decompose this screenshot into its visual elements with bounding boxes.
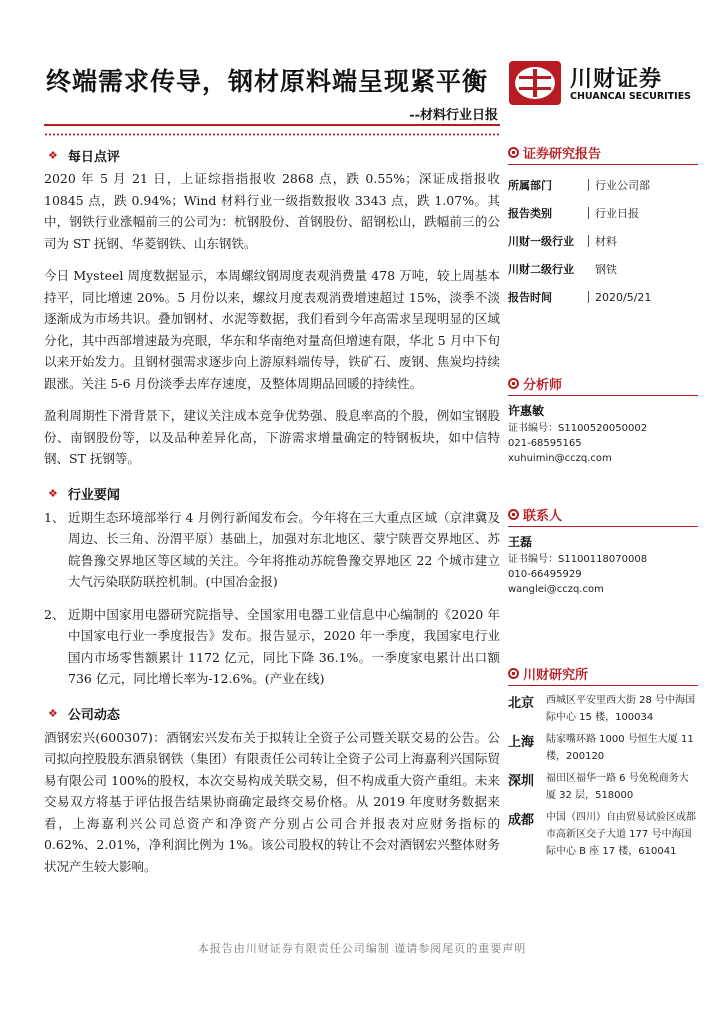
office-city: 成都 xyxy=(508,813,535,828)
info-label: 报告类别 xyxy=(508,207,552,220)
office-item xyxy=(508,809,698,860)
sidebar-title: 证券研究报告 xyxy=(523,146,602,162)
company-logo xyxy=(508,58,692,108)
sidebar-title: 联系人 xyxy=(523,508,563,524)
section-marker-icon xyxy=(508,668,519,679)
section-marker-icon xyxy=(508,509,519,520)
info-value: 行业日报 xyxy=(595,207,639,220)
office-item xyxy=(508,731,698,765)
chuancai-logo-icon xyxy=(508,60,562,106)
office-city: 上海 xyxy=(508,735,535,750)
info-label: 川财二级行业 xyxy=(508,263,574,276)
office-item xyxy=(508,770,698,804)
info-value: 行业公司部 xyxy=(595,179,650,192)
info-label: 报告时间 xyxy=(508,291,552,304)
contact-header xyxy=(508,502,698,527)
news-item xyxy=(44,507,500,593)
news-number: 2、 xyxy=(44,606,65,622)
info-row xyxy=(508,171,698,199)
info-separator xyxy=(588,179,589,191)
section-daily-header xyxy=(44,142,500,168)
sidebar-title: 分析师 xyxy=(523,377,563,393)
report-subtitle: --材料行业日报 xyxy=(409,108,498,123)
info-separator xyxy=(588,235,589,247)
analyst-name: 许惠敏 xyxy=(508,404,545,418)
section-marker-icon xyxy=(508,378,519,389)
contact-email[interactable]: wanglei@cczq.com xyxy=(508,584,604,595)
office-city: 北京 xyxy=(508,696,535,711)
contact-phone: 010-66495929 xyxy=(508,569,582,580)
info-separator xyxy=(588,207,589,219)
daily-paragraph: 盈利周期性下滑背景下，建议关注成本竞争优势强、股息率高的个股，例如宝钢股份、南钢股份等，以及品种差异化高，下游需求增量确定的特钢板块，如中信特钢、ST 抚钢等。 xyxy=(44,408,500,466)
office-item xyxy=(508,692,698,726)
office-address: 中国（四川）自由贸易试验区成都市高新区交子大道 177 号中海国际中心 B 座 17 楼，610041 xyxy=(546,812,696,857)
info-value: 材料 xyxy=(595,235,617,248)
institute-header xyxy=(508,661,698,686)
news-text: 近期中国家用电器研究院指导、全国家用电器工业信息中心编制的《2020 年中国家电行业一季度报告》发布。报告显示，2020 年一季度，我国家电行业国内市场零售额累计 1172 亿元，同比下降 36.1%。一季度家电累计出口额 736 亿元，同比增长率为-12.6%。(产业在线) xyxy=(68,606,500,686)
daily-paragraph: 2020 年 5 月 21 日，上证综指指报收 2868 点，跌 0.55%；深证成指报收 10845 点，跌 0.94%；Wind 材料行业一级指数报收 3343 点，跌 1.07%。其中，钢铁行业涨幅前三的公司为：杭钢股份、首钢股份、韶钢松山，跌幅前三的公司为 ST 抚钢、华菱钢铁、山东钢铁。 xyxy=(44,171,500,251)
info-label: 所属部门 xyxy=(508,179,552,192)
news-number: 1、 xyxy=(44,509,65,525)
logo-english: CHUANCAI SECURITIES xyxy=(570,91,692,102)
analyst-cert: 证书编号：S1100520050002 xyxy=(508,423,648,434)
office-address: 西城区平安里西大街 28 号中海国际中心 15 楼，100034 xyxy=(546,695,696,723)
info-separator xyxy=(588,291,589,303)
diamond-bullet-icon: ❖ xyxy=(48,487,58,500)
daily-paragraph: 今日 Mysteel 周度数据显示，本周螺纹钢周度表观消费量 478 万吨，较上周基本持平，同比增速 20%。5 月份以来，螺纹月度表观消费增速超过 15%，淡季不淡逐渐成为市场共识。叠加钢材、水泥等数据，我们看到今年高需求呈现明显的区域分化，其中西部增速最为亮眼，华东和华南绝对量高但增速有限，华北 5 月中下旬以来开始发力。且钢材强需求逐步向上游原料端传导，铁矿石、废钢、焦炭均持续跟涨。关注 5-6 月份淡季去库存速度，及整体周期品回暖的持续性。 xyxy=(44,268,500,391)
info-separator xyxy=(588,263,589,275)
section-company-header xyxy=(44,701,500,727)
sidebar xyxy=(508,140,698,865)
analyst-header xyxy=(508,371,698,396)
news-text: 近期生态环境部举行 4 月例行新闻发布会。今年将在三大重点区域（京津冀及周边、长三角、汾渭平原）基础上，加强对东北地区、蒙宁陕晋交界地区、苏皖鲁豫交界地区等区域的关注。今年将推动苏皖鲁豫交界地区 22 个城市建立大气污染联防联控机制。(中国冶金报) xyxy=(68,509,500,589)
dotted-divider xyxy=(44,133,500,136)
header-rule xyxy=(44,124,500,126)
section-marker-icon xyxy=(508,147,519,158)
news-item xyxy=(44,604,500,690)
footer-disclaimer: 本报告由川财证券有限责任公司编制 谨请参阅尾页的重要声明 xyxy=(197,942,527,955)
office-address: 陆家嘴环路 1000 号恒生大厦 11 楼，200120 xyxy=(546,734,694,762)
contact-cert: 证书编号：S1100118070008 xyxy=(508,554,648,565)
section-news-header xyxy=(44,481,500,507)
report-title: 终端需求传导，钢材原料端呈现紧平衡 xyxy=(46,67,489,96)
office-address: 福田区福华一路 6 号免税商务大厦 32 层，518000 xyxy=(546,773,689,801)
main-column xyxy=(44,140,500,888)
contact-name: 王磊 xyxy=(508,535,533,549)
info-row xyxy=(508,199,698,227)
company-paragraph: 酒钢宏兴(600307)：酒钢宏兴发布关于拟转让全资子公司暨关联交易的公告。公司拟向控股股东酒泉钢铁（集团）有限责任公司转让全资子公司上海嘉利兴国际贸易有限公司 100%的股权，本次交易构成关联交易，但不构成重大资产重组。未来交易双方将基于评估报告结果协商确定最终交易价格。从 2019 年度财务数据来看，上海嘉利兴公司总资产和净资产分别占公司合并报表对应财务指标的 0.62%、2.01%，净利润比例为 1%。该公司股权的转让不会对酒钢宏兴整体财务状况产生较大影响。 xyxy=(44,729,500,874)
section-title: 行业要闻 xyxy=(67,488,120,503)
diamond-bullet-icon: ❖ xyxy=(48,707,58,720)
sidebar-title: 川财研究所 xyxy=(523,667,589,683)
info-label: 川财一级行业 xyxy=(508,235,574,248)
analyst-email[interactable]: xuhuimin@cczq.com xyxy=(508,453,612,464)
section-title: 每日点评 xyxy=(67,149,120,165)
info-row xyxy=(508,255,698,283)
diamond-bullet-icon: ❖ xyxy=(48,148,58,162)
info-row xyxy=(508,227,698,255)
logo-name: 川财证券 xyxy=(570,67,663,92)
info-value: 2020/5/21 xyxy=(595,290,652,304)
report-info-header xyxy=(508,140,698,165)
analyst-phone: 021-68595165 xyxy=(508,438,582,449)
info-value: 钢铁 xyxy=(595,263,617,276)
info-row xyxy=(508,283,698,311)
section-title: 公司动态 xyxy=(67,708,120,723)
office-city: 深圳 xyxy=(508,774,535,789)
